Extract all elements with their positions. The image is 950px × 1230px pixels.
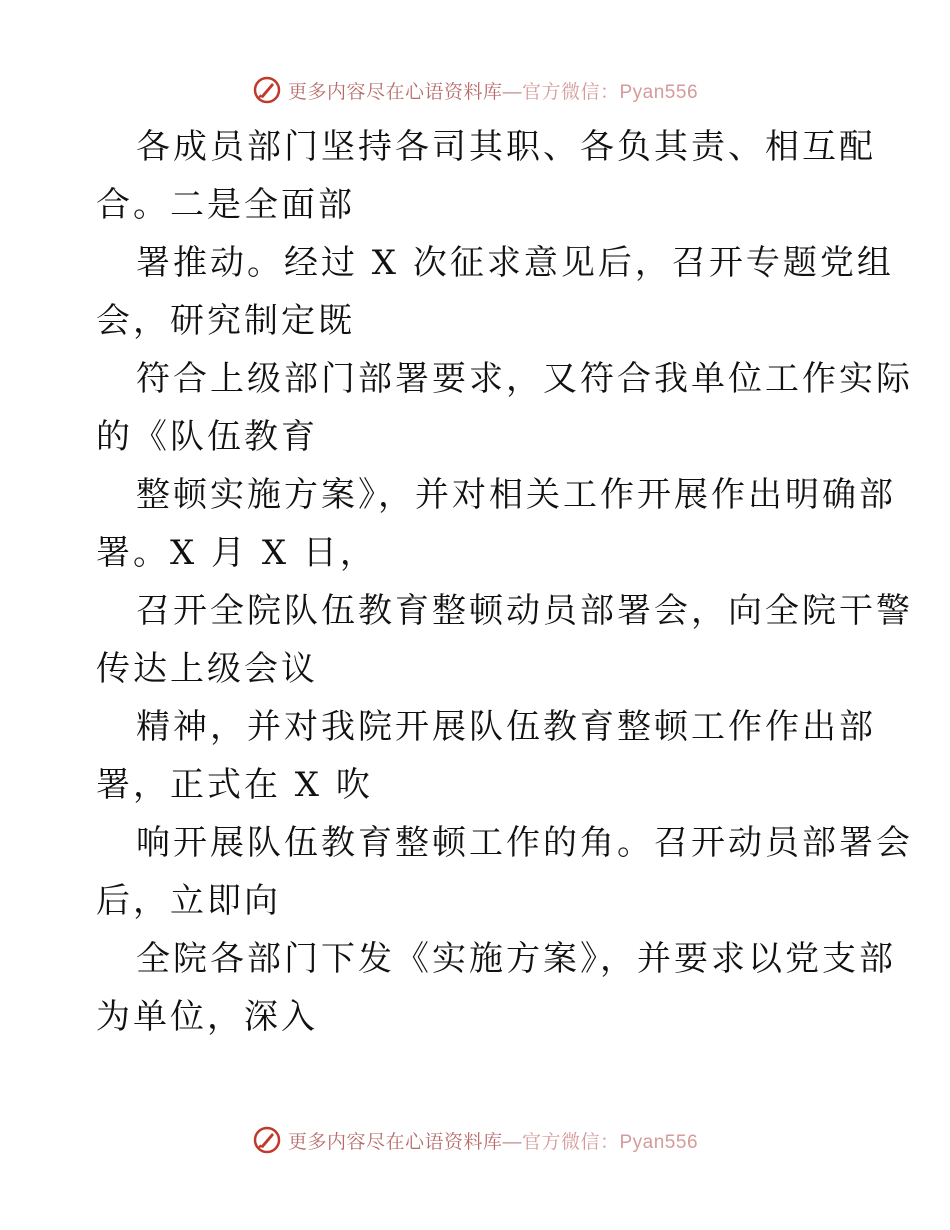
text-line: 合。二是全面部 — [96, 185, 355, 225]
text-line: 会，研究制定既 — [96, 301, 355, 341]
text-line: 精神，并对我院开展队伍教育整顿工作作出部 — [136, 707, 876, 747]
text-line: 各成员部门坚持各司其职、各负其责、相互配 — [136, 127, 876, 167]
quill-logo-icon — [252, 1125, 282, 1155]
watermark-separator: — — [502, 1131, 522, 1153]
text-line: 响开展队伍教育整顿工作的角。召开动员部署会 — [136, 823, 913, 863]
text-line: 署推动。经过 X 次征求意见后，召开专题党组 — [136, 243, 894, 283]
watermark-text — [288, 77, 698, 104]
text-line: 后，立即向 — [96, 881, 281, 921]
header-watermark — [0, 70, 950, 110]
document-body — [96, 118, 913, 1046]
text-line: 召开全院队伍教育整顿动员部署会，向全院干警 — [136, 591, 913, 631]
watermark-text — [288, 1127, 698, 1154]
text-line: 为单位，深入 — [96, 997, 318, 1037]
text-line: 署。X 月 X 日， — [96, 533, 377, 573]
text-line: 全院各部门下发《实施方案》，并要求以党支部 — [136, 939, 896, 979]
footer-watermark — [0, 1120, 950, 1160]
watermark-main: 更多内容尽在心语资料库 — [287, 81, 503, 103]
text-line: 署，正式在 X 吹 — [96, 765, 373, 805]
watermark-separator: — — [502, 81, 522, 103]
text-line: 整顿实施方案》，并对相关工作开展作出明确部 — [136, 475, 896, 515]
text-line: 符合上级部门部署要求，又符合我单位工作实际 — [136, 359, 913, 399]
watermark-wechat: 官方微信：Pyan556 — [522, 1131, 699, 1153]
text-line: 的《队伍教育 — [96, 417, 318, 457]
text-line: 传达上级会议 — [96, 649, 318, 689]
quill-logo-icon — [252, 75, 282, 105]
watermark-main: 更多内容尽在心语资料库 — [287, 1131, 503, 1153]
watermark-wechat: 官方微信：Pyan556 — [522, 81, 699, 103]
